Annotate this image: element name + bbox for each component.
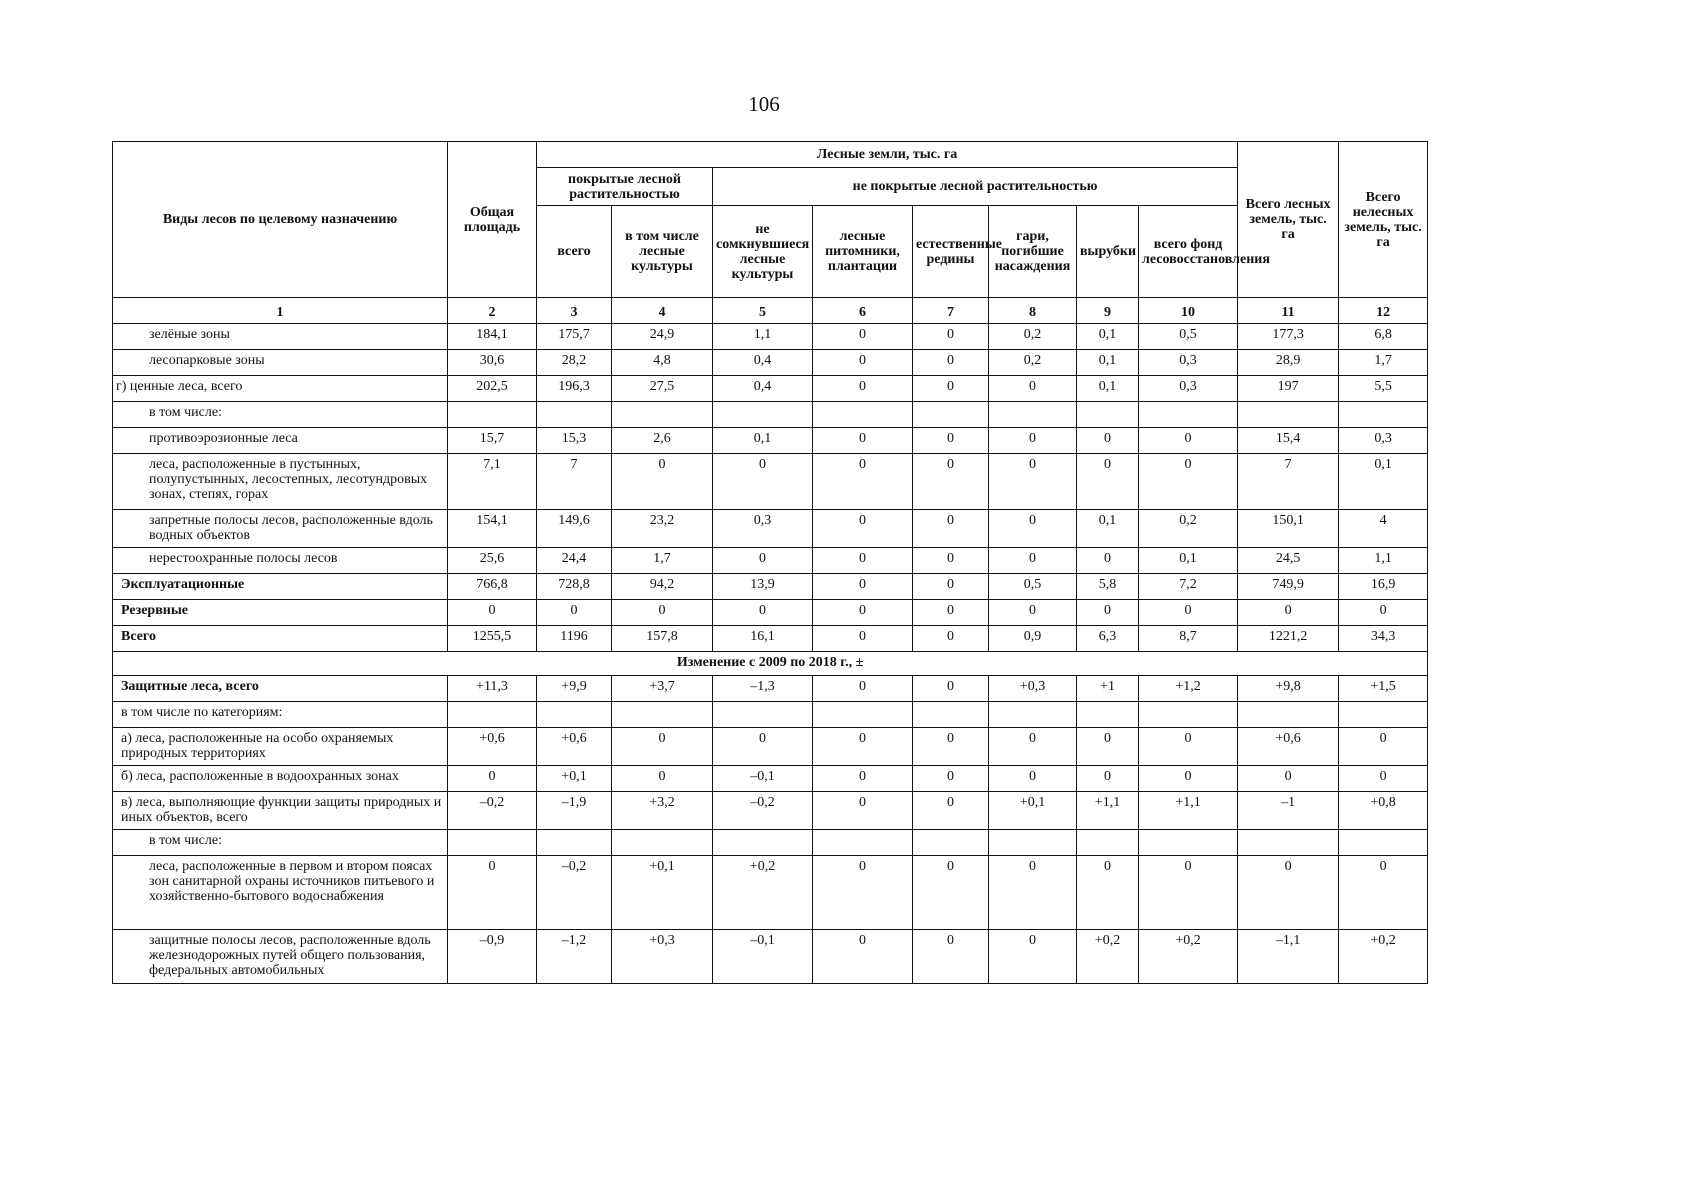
table-header bbox=[113, 142, 1428, 298]
cell-col-12: 0 bbox=[1339, 766, 1428, 792]
row-label: запретные полосы лесов, расположенные вдоль водных объектов bbox=[113, 510, 448, 548]
cell-col-2: 202,5 bbox=[448, 376, 537, 402]
cell-col-4 bbox=[612, 702, 713, 728]
cell-col-10: 0 bbox=[1139, 766, 1238, 792]
cell-col-11: 0 bbox=[1238, 600, 1339, 626]
cell-col-2: +11,3 bbox=[448, 676, 537, 702]
cell-col-11: 24,5 bbox=[1238, 548, 1339, 574]
cell-col-9: 6,3 bbox=[1077, 626, 1139, 652]
cell-col-6: 0 bbox=[813, 454, 913, 510]
column-number: 2 bbox=[448, 298, 537, 324]
cell-col-4: +3,7 bbox=[612, 676, 713, 702]
cell-col-7: 0 bbox=[913, 856, 989, 930]
cell-col-4: 24,9 bbox=[612, 324, 713, 350]
cell-col-11: 749,9 bbox=[1238, 574, 1339, 600]
cell-col-10: 0,3 bbox=[1139, 350, 1238, 376]
table-row bbox=[113, 600, 1428, 626]
cell-col-7: 0 bbox=[913, 548, 989, 574]
cell-col-11: 15,4 bbox=[1238, 428, 1339, 454]
cell-col-6 bbox=[813, 830, 913, 856]
cell-col-9 bbox=[1077, 702, 1139, 728]
cell-col-6: 0 bbox=[813, 600, 913, 626]
cell-col-11: –1,1 bbox=[1238, 930, 1339, 984]
cell-col-6: 0 bbox=[813, 766, 913, 792]
cell-col-5: 0 bbox=[713, 728, 813, 766]
cell-col-11: 0 bbox=[1238, 766, 1339, 792]
cell-col-3: 196,3 bbox=[537, 376, 612, 402]
cell-col-5: 1,1 bbox=[713, 324, 813, 350]
cell-col-8: 0 bbox=[989, 930, 1077, 984]
cell-col-6: 0 bbox=[813, 324, 913, 350]
cell-col-9: 0 bbox=[1077, 454, 1139, 510]
cell-col-7: 0 bbox=[913, 350, 989, 376]
cell-col-11: 197 bbox=[1238, 376, 1339, 402]
table-row bbox=[113, 830, 1428, 856]
cell-col-12: +0,2 bbox=[1339, 930, 1428, 984]
row-label: леса, расположенные в пустынных, полупустынных, лесостепных, лесотундровых зонах, степях, горах bbox=[113, 454, 448, 510]
cell-col-11: 7 bbox=[1238, 454, 1339, 510]
cell-col-7: 0 bbox=[913, 600, 989, 626]
cell-col-11: 0 bbox=[1238, 856, 1339, 930]
cell-col-2 bbox=[448, 702, 537, 728]
cell-col-11: +9,8 bbox=[1238, 676, 1339, 702]
cell-col-9 bbox=[1077, 830, 1139, 856]
cell-col-2: 184,1 bbox=[448, 324, 537, 350]
cell-col-12: +1,5 bbox=[1339, 676, 1428, 702]
cell-col-9: +1,1 bbox=[1077, 792, 1139, 830]
cell-col-5 bbox=[713, 830, 813, 856]
cell-col-7: 0 bbox=[913, 728, 989, 766]
table-row bbox=[113, 548, 1428, 574]
cell-col-8: +0,3 bbox=[989, 676, 1077, 702]
table-body-change bbox=[113, 676, 1428, 984]
cell-col-4: 0 bbox=[612, 600, 713, 626]
cell-col-8 bbox=[989, 402, 1077, 428]
cell-col-9: 0 bbox=[1077, 856, 1139, 930]
cell-col-7: 0 bbox=[913, 930, 989, 984]
header-c6: лесные питомники, плантации bbox=[813, 206, 913, 298]
cell-col-5: 13,9 bbox=[713, 574, 813, 600]
cell-col-5: 0,3 bbox=[713, 510, 813, 548]
section-title: Изменение с 2009 по 2018 г., ± bbox=[113, 652, 1428, 676]
header-forest-types: Виды лесов по целевому назначению bbox=[113, 142, 448, 298]
row-label: б) леса, расположенные в водоохранных зонах bbox=[113, 766, 448, 792]
cell-col-11 bbox=[1238, 830, 1339, 856]
cell-col-11 bbox=[1238, 702, 1339, 728]
table-row bbox=[113, 454, 1428, 510]
cell-col-10: 0,2 bbox=[1139, 510, 1238, 548]
cell-col-7 bbox=[913, 402, 989, 428]
row-label: а) леса, расположенные на особо охраняемых природных территориях bbox=[113, 728, 448, 766]
table-row bbox=[113, 930, 1428, 984]
cell-col-5: –0,1 bbox=[713, 930, 813, 984]
table-body-2018 bbox=[113, 298, 1428, 652]
cell-col-3 bbox=[537, 830, 612, 856]
cell-col-10: 0 bbox=[1139, 454, 1238, 510]
cell-col-10: +0,2 bbox=[1139, 930, 1238, 984]
page-number: 106 bbox=[748, 92, 780, 116]
column-number: 9 bbox=[1077, 298, 1139, 324]
cell-col-8 bbox=[989, 830, 1077, 856]
cell-col-2: 30,6 bbox=[448, 350, 537, 376]
cell-col-4: 0 bbox=[612, 454, 713, 510]
header-c7: естественные редины bbox=[913, 206, 989, 298]
column-number: 3 bbox=[537, 298, 612, 324]
cell-col-9: 0 bbox=[1077, 728, 1139, 766]
row-label: Всего bbox=[113, 626, 448, 652]
cell-col-10: 0 bbox=[1139, 428, 1238, 454]
cell-col-2: 15,7 bbox=[448, 428, 537, 454]
cell-col-5: 0 bbox=[713, 454, 813, 510]
cell-col-4: +0,3 bbox=[612, 930, 713, 984]
cell-col-9: 0,1 bbox=[1077, 510, 1139, 548]
header-c8: гари, погибшие насаждения bbox=[989, 206, 1077, 298]
cell-col-2: 766,8 bbox=[448, 574, 537, 600]
cell-col-7: 0 bbox=[913, 428, 989, 454]
cell-col-8: 0,5 bbox=[989, 574, 1077, 600]
cell-col-2: 0 bbox=[448, 766, 537, 792]
cell-col-12: 0,1 bbox=[1339, 454, 1428, 510]
cell-col-3: +0,1 bbox=[537, 766, 612, 792]
row-label: в том числе: bbox=[113, 830, 448, 856]
cell-col-10: 0,1 bbox=[1139, 548, 1238, 574]
cell-col-4 bbox=[612, 402, 713, 428]
column-number: 6 bbox=[813, 298, 913, 324]
row-label: Эксплуатационные bbox=[113, 574, 448, 600]
cell-col-11: 28,9 bbox=[1238, 350, 1339, 376]
column-number-row bbox=[113, 298, 1428, 324]
cell-col-9: 0 bbox=[1077, 548, 1139, 574]
table-row bbox=[113, 402, 1428, 428]
column-number: 5 bbox=[713, 298, 813, 324]
cell-col-5 bbox=[713, 702, 813, 728]
cell-col-11: 177,3 bbox=[1238, 324, 1339, 350]
cell-col-12: +0,8 bbox=[1339, 792, 1428, 830]
cell-col-3: 24,4 bbox=[537, 548, 612, 574]
column-number: 12 bbox=[1339, 298, 1428, 324]
cell-col-6: 0 bbox=[813, 548, 913, 574]
cell-col-6: 0 bbox=[813, 676, 913, 702]
cell-col-9: 0,1 bbox=[1077, 376, 1139, 402]
cell-col-8: 0 bbox=[989, 600, 1077, 626]
cell-col-6: 0 bbox=[813, 510, 913, 548]
cell-col-6: 0 bbox=[813, 728, 913, 766]
cell-col-2: +0,6 bbox=[448, 728, 537, 766]
header-c4: в том числе лесные культуры bbox=[612, 206, 713, 298]
cell-col-11: 1221,2 bbox=[1238, 626, 1339, 652]
cell-col-10: 0,3 bbox=[1139, 376, 1238, 402]
cell-col-12: 1,1 bbox=[1339, 548, 1428, 574]
row-label: нерестоохранные полосы лесов bbox=[113, 548, 448, 574]
cell-col-7: 0 bbox=[913, 376, 989, 402]
cell-col-9: 0 bbox=[1077, 766, 1139, 792]
header-not-covered: не покрытые лесной растительностью bbox=[713, 168, 1238, 206]
cell-col-2: 154,1 bbox=[448, 510, 537, 548]
cell-col-2: 0 bbox=[448, 856, 537, 930]
cell-col-5 bbox=[713, 402, 813, 428]
cell-col-3: 15,3 bbox=[537, 428, 612, 454]
forest-area-table bbox=[112, 141, 1428, 984]
table-row bbox=[113, 728, 1428, 766]
row-label: Защитные леса, всего bbox=[113, 676, 448, 702]
column-number: 11 bbox=[1238, 298, 1339, 324]
cell-col-5: 16,1 bbox=[713, 626, 813, 652]
cell-col-10: 8,7 bbox=[1139, 626, 1238, 652]
cell-col-7: 0 bbox=[913, 626, 989, 652]
cell-col-12: 1,7 bbox=[1339, 350, 1428, 376]
cell-col-4: +3,2 bbox=[612, 792, 713, 830]
cell-col-11 bbox=[1238, 402, 1339, 428]
table-row bbox=[113, 574, 1428, 600]
cell-col-7: 0 bbox=[913, 792, 989, 830]
row-label: Резервные bbox=[113, 600, 448, 626]
cell-col-8: 0 bbox=[989, 856, 1077, 930]
cell-col-4: 2,6 bbox=[612, 428, 713, 454]
header-covered: покрытые лесной растительностью bbox=[537, 168, 713, 206]
cell-col-10: 0,5 bbox=[1139, 324, 1238, 350]
cell-col-8: 0 bbox=[989, 766, 1077, 792]
cell-col-7 bbox=[913, 702, 989, 728]
cell-col-4 bbox=[612, 830, 713, 856]
cell-col-7: 0 bbox=[913, 324, 989, 350]
cell-col-6: 0 bbox=[813, 626, 913, 652]
cell-col-6: 0 bbox=[813, 574, 913, 600]
cell-col-8: 0 bbox=[989, 728, 1077, 766]
cell-col-5: 0,4 bbox=[713, 350, 813, 376]
cell-col-8: 0,9 bbox=[989, 626, 1077, 652]
cell-col-8: 0,2 bbox=[989, 324, 1077, 350]
table-row bbox=[113, 324, 1428, 350]
cell-col-3: 7 bbox=[537, 454, 612, 510]
cell-col-10: 0 bbox=[1139, 600, 1238, 626]
table-row bbox=[113, 626, 1428, 652]
cell-col-12: 5,5 bbox=[1339, 376, 1428, 402]
cell-col-12: 0,3 bbox=[1339, 428, 1428, 454]
cell-col-4: +0,1 bbox=[612, 856, 713, 930]
cell-col-6 bbox=[813, 402, 913, 428]
cell-col-6: 0 bbox=[813, 930, 913, 984]
header-c3: всего bbox=[537, 206, 612, 298]
cell-col-10: +1,1 bbox=[1139, 792, 1238, 830]
column-number: 1 bbox=[113, 298, 448, 324]
cell-col-7: 0 bbox=[913, 454, 989, 510]
cell-col-8: 0,2 bbox=[989, 350, 1077, 376]
cell-col-4: 0 bbox=[612, 766, 713, 792]
cell-col-11: 150,1 bbox=[1238, 510, 1339, 548]
cell-col-6: 0 bbox=[813, 376, 913, 402]
table-row bbox=[113, 766, 1428, 792]
cell-col-8: 0 bbox=[989, 454, 1077, 510]
cell-col-5: –0,1 bbox=[713, 766, 813, 792]
cell-col-12 bbox=[1339, 830, 1428, 856]
row-label: г) ценные леса, всего bbox=[113, 376, 448, 402]
cell-col-12: 0 bbox=[1339, 728, 1428, 766]
cell-col-11: +0,6 bbox=[1238, 728, 1339, 766]
cell-col-10 bbox=[1139, 402, 1238, 428]
column-number: 8 bbox=[989, 298, 1077, 324]
cell-col-6: 0 bbox=[813, 428, 913, 454]
column-number: 4 bbox=[612, 298, 713, 324]
cell-col-8 bbox=[989, 702, 1077, 728]
cell-col-2: 7,1 bbox=[448, 454, 537, 510]
cell-col-6 bbox=[813, 702, 913, 728]
cell-col-9: 0,1 bbox=[1077, 350, 1139, 376]
header-c10: всего фонд лесовосстановления bbox=[1139, 206, 1238, 298]
cell-col-12: 34,3 bbox=[1339, 626, 1428, 652]
row-label: противоэрозионные леса bbox=[113, 428, 448, 454]
cell-col-5: –1,3 bbox=[713, 676, 813, 702]
cell-col-7: 0 bbox=[913, 574, 989, 600]
cell-col-9: 0 bbox=[1077, 600, 1139, 626]
cell-col-6: 0 bbox=[813, 350, 913, 376]
cell-col-6: 0 bbox=[813, 792, 913, 830]
table-body-section bbox=[113, 652, 1428, 676]
cell-col-8: 0 bbox=[989, 510, 1077, 548]
cell-col-12: 6,8 bbox=[1339, 324, 1428, 350]
cell-col-3: –0,2 bbox=[537, 856, 612, 930]
cell-col-3: +9,9 bbox=[537, 676, 612, 702]
cell-col-3: 728,8 bbox=[537, 574, 612, 600]
cell-col-12: 16,9 bbox=[1339, 574, 1428, 600]
table-row bbox=[113, 856, 1428, 930]
cell-col-8: 0 bbox=[989, 376, 1077, 402]
cell-col-10: 7,2 bbox=[1139, 574, 1238, 600]
table-row bbox=[113, 350, 1428, 376]
cell-col-2: 1255,5 bbox=[448, 626, 537, 652]
cell-col-3: 28,2 bbox=[537, 350, 612, 376]
cell-col-8: +0,1 bbox=[989, 792, 1077, 830]
cell-col-7: 0 bbox=[913, 676, 989, 702]
row-label: леса, расположенные в первом и втором поясах зон санитарной охраны источников питьевого и хозяйственно-бытового водоснабжения bbox=[113, 856, 448, 930]
header-total-nonforest-lands: Всего нелесных земель, тыс. га bbox=[1339, 142, 1428, 298]
cell-col-11: –1 bbox=[1238, 792, 1339, 830]
cell-col-2: 25,6 bbox=[448, 548, 537, 574]
row-label: в том числе по категориям: bbox=[113, 702, 448, 728]
table-row bbox=[113, 702, 1428, 728]
cell-col-9: 0 bbox=[1077, 428, 1139, 454]
table-row bbox=[113, 792, 1428, 830]
cell-col-10 bbox=[1139, 830, 1238, 856]
cell-col-9: 0,1 bbox=[1077, 324, 1139, 350]
cell-col-10: 0 bbox=[1139, 856, 1238, 930]
cell-col-7: 0 bbox=[913, 510, 989, 548]
cell-col-4: 1,7 bbox=[612, 548, 713, 574]
cell-col-5: +0,2 bbox=[713, 856, 813, 930]
cell-col-3: 1196 bbox=[537, 626, 612, 652]
cell-col-3 bbox=[537, 402, 612, 428]
cell-col-6: 0 bbox=[813, 856, 913, 930]
cell-col-9 bbox=[1077, 402, 1139, 428]
cell-col-5: –0,2 bbox=[713, 792, 813, 830]
table-row bbox=[113, 510, 1428, 548]
cell-col-4: 23,2 bbox=[612, 510, 713, 548]
cell-col-3: 149,6 bbox=[537, 510, 612, 548]
cell-col-7: 0 bbox=[913, 766, 989, 792]
cell-col-4: 0 bbox=[612, 728, 713, 766]
cell-col-3: 175,7 bbox=[537, 324, 612, 350]
cell-col-12: 0 bbox=[1339, 856, 1428, 930]
row-label: лесопарковые зоны bbox=[113, 350, 448, 376]
cell-col-4: 157,8 bbox=[612, 626, 713, 652]
column-number: 10 bbox=[1139, 298, 1238, 324]
cell-col-2: –0,9 bbox=[448, 930, 537, 984]
cell-col-2 bbox=[448, 402, 537, 428]
header-total-area: Общая площадь bbox=[448, 142, 537, 298]
cell-col-9: +0,2 bbox=[1077, 930, 1139, 984]
cell-col-12: 4 bbox=[1339, 510, 1428, 548]
cell-col-5: 0 bbox=[713, 600, 813, 626]
row-label: зелёные зоны bbox=[113, 324, 448, 350]
cell-col-10: 0 bbox=[1139, 728, 1238, 766]
cell-col-3: –1,9 bbox=[537, 792, 612, 830]
row-label: защитные полосы лесов, расположенные вдоль железнодорожных путей общего пользования, федеральных автомобильных bbox=[113, 930, 448, 984]
cell-col-5: 0,4 bbox=[713, 376, 813, 402]
cell-col-2: –0,2 bbox=[448, 792, 537, 830]
cell-col-5: 0,1 bbox=[713, 428, 813, 454]
cell-col-3: –1,2 bbox=[537, 930, 612, 984]
cell-col-2 bbox=[448, 830, 537, 856]
cell-col-10 bbox=[1139, 702, 1238, 728]
cell-col-5: 0 bbox=[713, 548, 813, 574]
cell-col-4: 4,8 bbox=[612, 350, 713, 376]
cell-col-3 bbox=[537, 702, 612, 728]
cell-col-12 bbox=[1339, 402, 1428, 428]
table-row bbox=[113, 676, 1428, 702]
cell-col-4: 27,5 bbox=[612, 376, 713, 402]
header-total-forest-lands: Всего лесных земель, тыс. га bbox=[1238, 142, 1339, 298]
column-number: 7 bbox=[913, 298, 989, 324]
header-forest-lands: Лесные земли, тыс. га bbox=[537, 142, 1238, 168]
cell-col-4: 94,2 bbox=[612, 574, 713, 600]
table-row bbox=[113, 428, 1428, 454]
cell-col-8: 0 bbox=[989, 428, 1077, 454]
cell-col-8: 0 bbox=[989, 548, 1077, 574]
cell-col-9: 5,8 bbox=[1077, 574, 1139, 600]
cell-col-3: 0 bbox=[537, 600, 612, 626]
cell-col-10: +1,2 bbox=[1139, 676, 1238, 702]
cell-col-9: +1 bbox=[1077, 676, 1139, 702]
header-c5: не сомкнувшиеся лесные культуры bbox=[713, 206, 813, 298]
header-c9: вырубки bbox=[1077, 206, 1139, 298]
table-row bbox=[113, 376, 1428, 402]
row-label: в том числе: bbox=[113, 402, 448, 428]
row-label: в) леса, выполняющие функции защиты природных и иных объектов, всего bbox=[113, 792, 448, 830]
cell-col-3: +0,6 bbox=[537, 728, 612, 766]
cell-col-7 bbox=[913, 830, 989, 856]
cell-col-2: 0 bbox=[448, 600, 537, 626]
cell-col-12 bbox=[1339, 702, 1428, 728]
cell-col-12: 0 bbox=[1339, 600, 1428, 626]
